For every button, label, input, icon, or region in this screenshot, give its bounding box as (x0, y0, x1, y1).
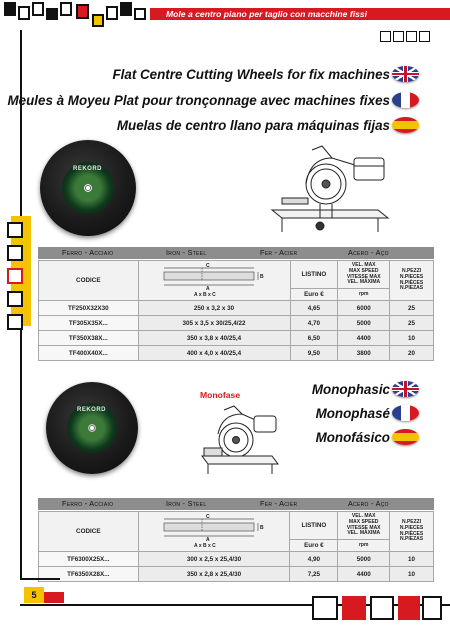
dim-letter-b: B (260, 273, 264, 280)
dim-letter-c: C (206, 262, 210, 269)
material-label-english: Iron - Steel (166, 248, 207, 257)
table-row (39, 552, 434, 567)
product-size: 300 x 2,5 x 25,4/30 (138, 552, 290, 567)
product-size: 250 x 3,2 x 30 (138, 301, 290, 316)
pieces-label-en: N.PIECES (399, 524, 424, 531)
deco-square (7, 245, 23, 261)
table-row (39, 567, 434, 582)
deco-square (393, 31, 404, 42)
vel-max-header (338, 512, 390, 540)
title-french: Meules à Moyeu Plat pour tronçonnage avec machines fixes (7, 93, 390, 108)
spain-flag-icon (392, 117, 419, 133)
deco-square (312, 596, 338, 620)
product-pieces: 10 (390, 567, 434, 582)
product-code: TF350X38X... (39, 331, 139, 346)
deco-square (76, 4, 89, 19)
material-label-french: Fer - Acier (260, 499, 298, 508)
disc-brand: REKORD (77, 407, 107, 413)
page-headline: Mole a centro piano per taglio con macchine fissi (166, 9, 368, 19)
product-pieces: 25 (390, 301, 434, 316)
product-table-1 (38, 260, 434, 361)
vel-max-label-es: VEL. MÁXIMA (347, 279, 381, 286)
deco-square (134, 8, 146, 20)
deco-square (7, 314, 23, 330)
product-price: 4,70 (290, 316, 338, 331)
product-code: TF400X40X... (39, 346, 139, 361)
material-label-italian: Ferro - Acciaio (62, 499, 114, 508)
product-rpm: 6000 (338, 301, 390, 316)
dimension-diagram-cell (138, 512, 290, 552)
product-code: TF6300X25X... (39, 552, 139, 567)
product-price: 4,65 (290, 301, 338, 316)
product-size: 400 x 4,0 x 40/25,4 (138, 346, 290, 361)
product-rpm: 5000 (338, 552, 390, 567)
product-pieces: 10 (390, 552, 434, 567)
pieces-label-it: N.PEZZI (401, 519, 422, 526)
product-rpm: 4400 (338, 567, 390, 582)
deco-square (419, 31, 430, 42)
dim-letter-a: A (206, 536, 210, 543)
dim-letter-b: B (260, 524, 264, 531)
product-rpm: 3800 (338, 346, 390, 361)
product-table-2 (38, 511, 434, 582)
vel-max-label-es: VEL. MÁXIMA (347, 530, 381, 537)
deco-square (406, 31, 417, 42)
table-row (39, 331, 434, 346)
dimension-diagram (144, 262, 284, 298)
pieces-header (390, 512, 434, 552)
uk-flag-icon (392, 66, 419, 82)
material-label-italian: Ferro - Acciaio (62, 248, 114, 257)
product-size: 350 x 2,8 x 25,4/30 (138, 567, 290, 582)
title-monofasico: Monofásico (315, 430, 390, 445)
product-pieces: 20 (390, 346, 434, 361)
dim-letter-a: A (206, 285, 210, 292)
vel-max-label-it: VEL. MAX (351, 262, 376, 269)
product-code: TF6350X28X... (39, 567, 139, 582)
product-pieces: 25 (390, 316, 434, 331)
product-code: TF305X35X... (39, 316, 139, 331)
disc-brand: REKORD (73, 166, 103, 172)
disc-hole (89, 425, 95, 431)
pieces-label-fr: N.PIÈCES (399, 530, 424, 537)
monofase-label: Monofase (200, 390, 241, 400)
material-label-english: Iron - Steel (166, 499, 207, 508)
vel-max-label-fr: VITESSE MAX (346, 273, 381, 280)
page-number: 5 (24, 587, 44, 603)
france-flag-icon (392, 92, 419, 108)
cutting-disc-image (46, 382, 138, 474)
vel-max-label-fr: VITESSE MAX (346, 524, 381, 531)
disc-hole (85, 185, 91, 191)
dim-letters: A x B x C (194, 291, 216, 298)
deco-square (7, 291, 23, 307)
deco-square (342, 596, 366, 620)
cutting-disc-image (40, 140, 136, 236)
pieces-label-fr: N.PIÈCES (399, 279, 424, 286)
deco-square (18, 6, 30, 20)
table-row (39, 316, 434, 331)
material-header-bar (38, 247, 434, 259)
listino-header: LISTINO (290, 261, 338, 289)
product-price: 7,25 (290, 567, 338, 582)
deco-square (7, 222, 23, 238)
product-rpm: 4400 (338, 331, 390, 346)
vel-max-label-en: MAX SPEED (348, 267, 379, 274)
pieces-label-en: N.PIECES (399, 273, 424, 280)
product-code: TF250X32X30 (39, 301, 139, 316)
deco-square (380, 31, 391, 42)
deco-square (106, 6, 118, 20)
material-label-spanish: Acero - Aço (348, 248, 389, 257)
rpm-header: rpm (338, 540, 390, 552)
uk-flag-icon (392, 381, 419, 397)
listino-header: LISTINO (290, 512, 338, 540)
product-price: 4,90 (290, 552, 338, 567)
deco-square (4, 2, 16, 16)
vel-max-label-en: MAX SPEED (348, 518, 379, 525)
deco-square (7, 268, 23, 284)
cutting-machine-drawing (262, 140, 394, 236)
dimension-diagram-cell (138, 261, 290, 301)
table-row (39, 346, 434, 361)
vel-max-label-it: VEL. MAX (351, 513, 376, 520)
product-price: 9,50 (290, 346, 338, 361)
deco-square (60, 2, 72, 16)
deco-square (92, 14, 104, 27)
title-monophasic: Monophasic (311, 382, 390, 397)
pieces-header (390, 261, 434, 301)
pieces-label-es: N.PIEZAS (400, 285, 424, 292)
product-size: 305 x 3,5 x 30/25,4/22 (138, 316, 290, 331)
material-label-french: Fer - Acier (260, 248, 298, 257)
dim-letter-c: C (206, 513, 210, 520)
title-spanish: Muelas de centro llano para máquinas fijas (116, 118, 390, 133)
codice-header: CODICE (39, 261, 139, 301)
euro-header: Euro € (290, 540, 338, 552)
deco-square (32, 2, 44, 16)
title-monophase: Monophasé (315, 406, 390, 421)
euro-header: Euro € (290, 289, 338, 301)
product-rpm: 5000 (338, 316, 390, 331)
table-row (39, 301, 434, 316)
codice-header: CODICE (39, 512, 139, 552)
pieces-label-es: N.PIEZAS (400, 536, 424, 543)
deco-square (370, 596, 394, 620)
vel-max-header (338, 261, 390, 289)
footer-red-block (44, 592, 64, 603)
dimension-diagram (144, 513, 284, 549)
pieces-label-it: N.PEZZI (401, 268, 422, 275)
deco-square (422, 596, 442, 620)
dim-letters: A x B x C (194, 542, 216, 549)
product-pieces: 10 (390, 331, 434, 346)
material-header-bar (38, 498, 434, 510)
deco-square (46, 8, 58, 20)
product-size: 350 x 3,8 x 40/25,4 (138, 331, 290, 346)
rpm-header: rpm (338, 289, 390, 301)
material-label-spanish: Acero - Aço (348, 499, 389, 508)
france-flag-icon (392, 405, 419, 421)
single-phase-machine-drawing (196, 404, 282, 476)
product-price: 6,50 (290, 331, 338, 346)
deco-square (120, 2, 132, 16)
title-english: Flat Centre Cutting Wheels for fix machines (112, 67, 390, 82)
footer-rule (20, 578, 60, 580)
spain-flag-icon (392, 429, 419, 445)
deco-square (398, 596, 420, 620)
top-banner (0, 0, 450, 30)
